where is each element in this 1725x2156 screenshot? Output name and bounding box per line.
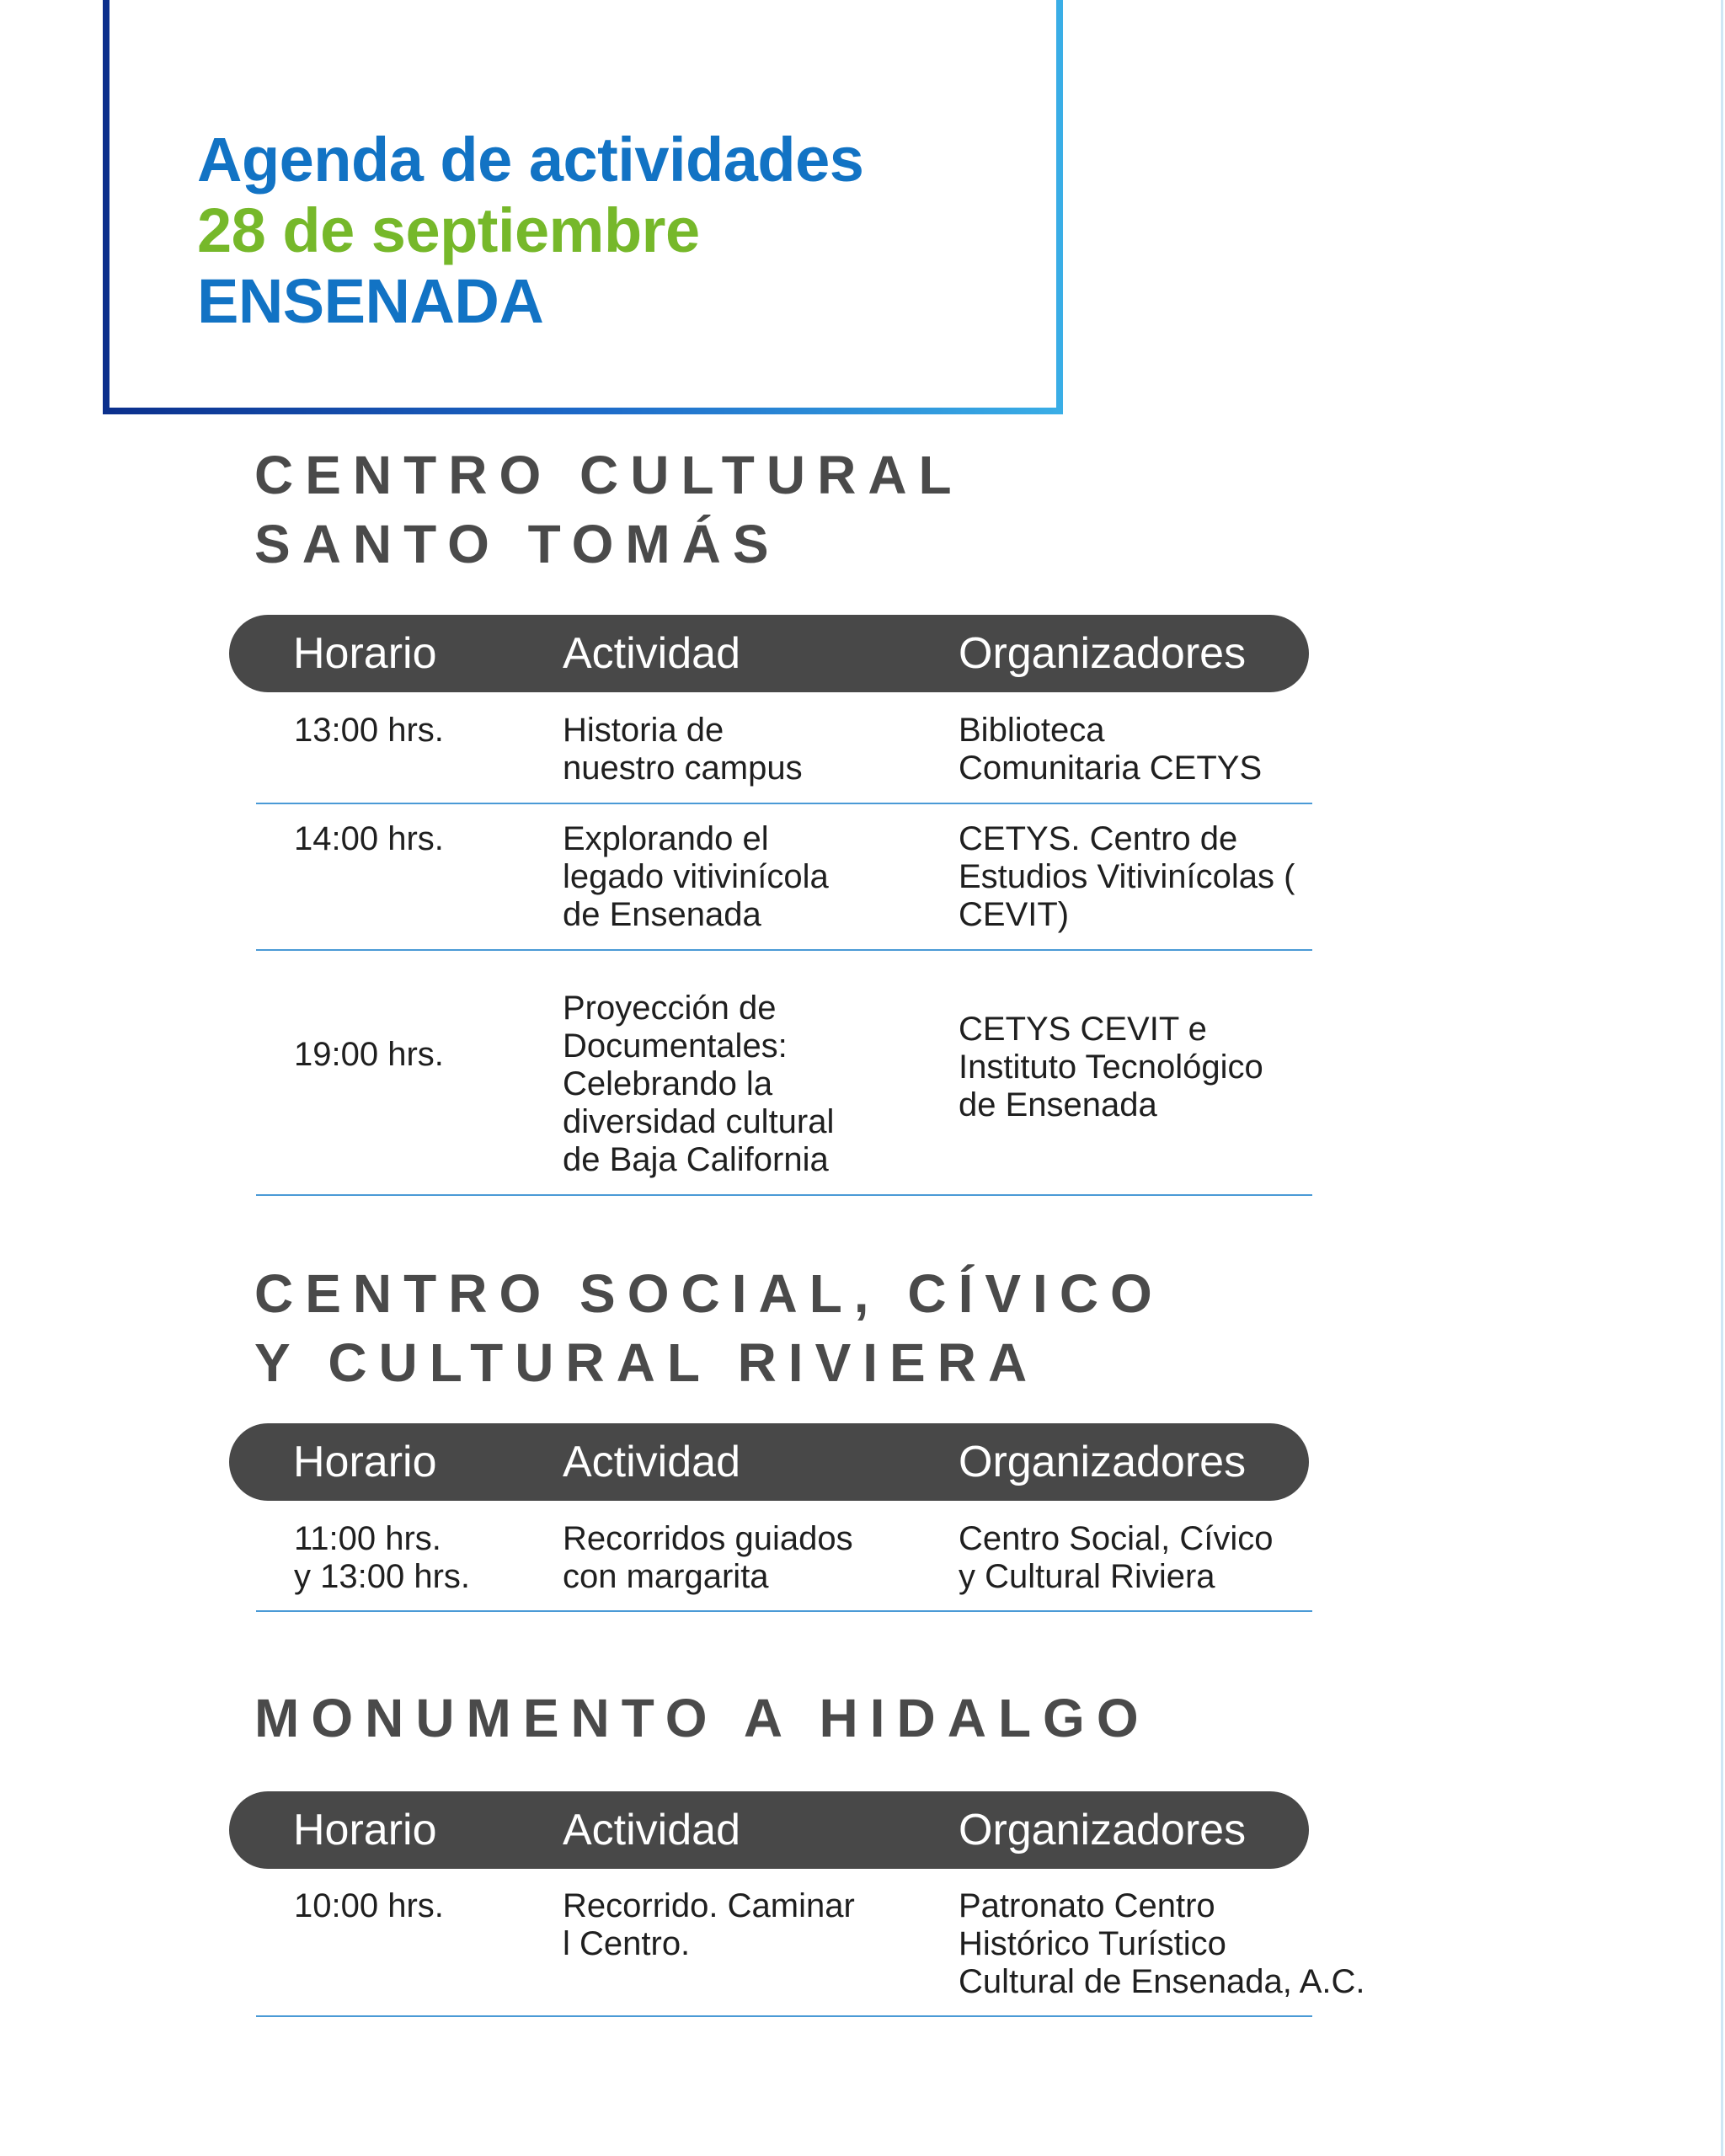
venue-title-santo-tomas-line2: SANTO TOMÁS [254, 514, 781, 574]
row-organizadores: CETYS. Centro de Estudios Vitivinícolas ( CEVIT) [959, 820, 1295, 933]
row-divider [256, 803, 1312, 804]
row-actividad: Explorando el legado vitivinícola de Ensenada [563, 820, 829, 933]
row-organizadores: Centro Social, Cívico y Cultural Riviera [959, 1520, 1274, 1595]
agenda-city: ENSENADA [197, 266, 544, 336]
venue-title-riviera-line1: CENTRO SOCIAL, CÍVICO [254, 1263, 1164, 1324]
row-actividad: Historia de nuestro campus [563, 712, 803, 787]
table-header-bar [229, 615, 1309, 692]
agenda-date: 28 de septiembre [197, 195, 700, 265]
venue-title-riviera-line2: Y CULTURAL RIVIERA [254, 1332, 1039, 1393]
header-horario: Horario [293, 1438, 437, 1486]
header-organizadores: Organizadores [959, 629, 1247, 678]
row-horario: 14:00 hrs. [294, 820, 444, 857]
page-edge-line [1721, 0, 1723, 2156]
row-divider [256, 1610, 1312, 1612]
row-divider [256, 949, 1312, 951]
header-actividad: Actividad [563, 1438, 740, 1486]
row-actividad: Proyección de Documentales: Celebrando la diversidad cultural de Baja California [563, 990, 835, 1178]
row-divider [256, 2015, 1312, 2017]
row-horario: 10:00 hrs. [294, 1887, 444, 1924]
agenda-title: Agenda de actividades [197, 125, 864, 195]
header-horario: Horario [293, 629, 437, 678]
row-organizadores: CETYS CEVIT e Instituto Tecnológico de Ensenada [959, 1011, 1263, 1123]
row-divider [256, 1194, 1312, 1196]
header-actividad: Actividad [563, 629, 740, 678]
header-horario: Horario [293, 1806, 437, 1854]
venue-title-santo-tomas-line1: CENTRO CULTURAL [254, 445, 964, 505]
table-header-bar [229, 1791, 1309, 1869]
row-horario: 11:00 hrs. y 13:00 hrs. [294, 1520, 471, 1595]
row-organizadores: Patronato Centro Histórico Turístico Cultural de Ensenada, A.C. [959, 1887, 1365, 2000]
header-actividad: Actividad [563, 1806, 740, 1854]
table-header-bar [229, 1423, 1309, 1501]
venue-title-hidalgo: MONUMENTO A HIDALGO [254, 1688, 1151, 1748]
row-actividad: Recorrido. Caminar l Centro. [563, 1887, 855, 1962]
row-horario: 13:00 hrs. [294, 712, 444, 749]
header-organizadores: Organizadores [959, 1438, 1247, 1486]
row-organizadores: Biblioteca Comunitaria CETYS [959, 712, 1263, 787]
header-organizadores: Organizadores [959, 1806, 1247, 1854]
row-horario: 19:00 hrs. [294, 1036, 444, 1073]
row-actividad: Recorridos guiados con margarita [563, 1520, 853, 1595]
